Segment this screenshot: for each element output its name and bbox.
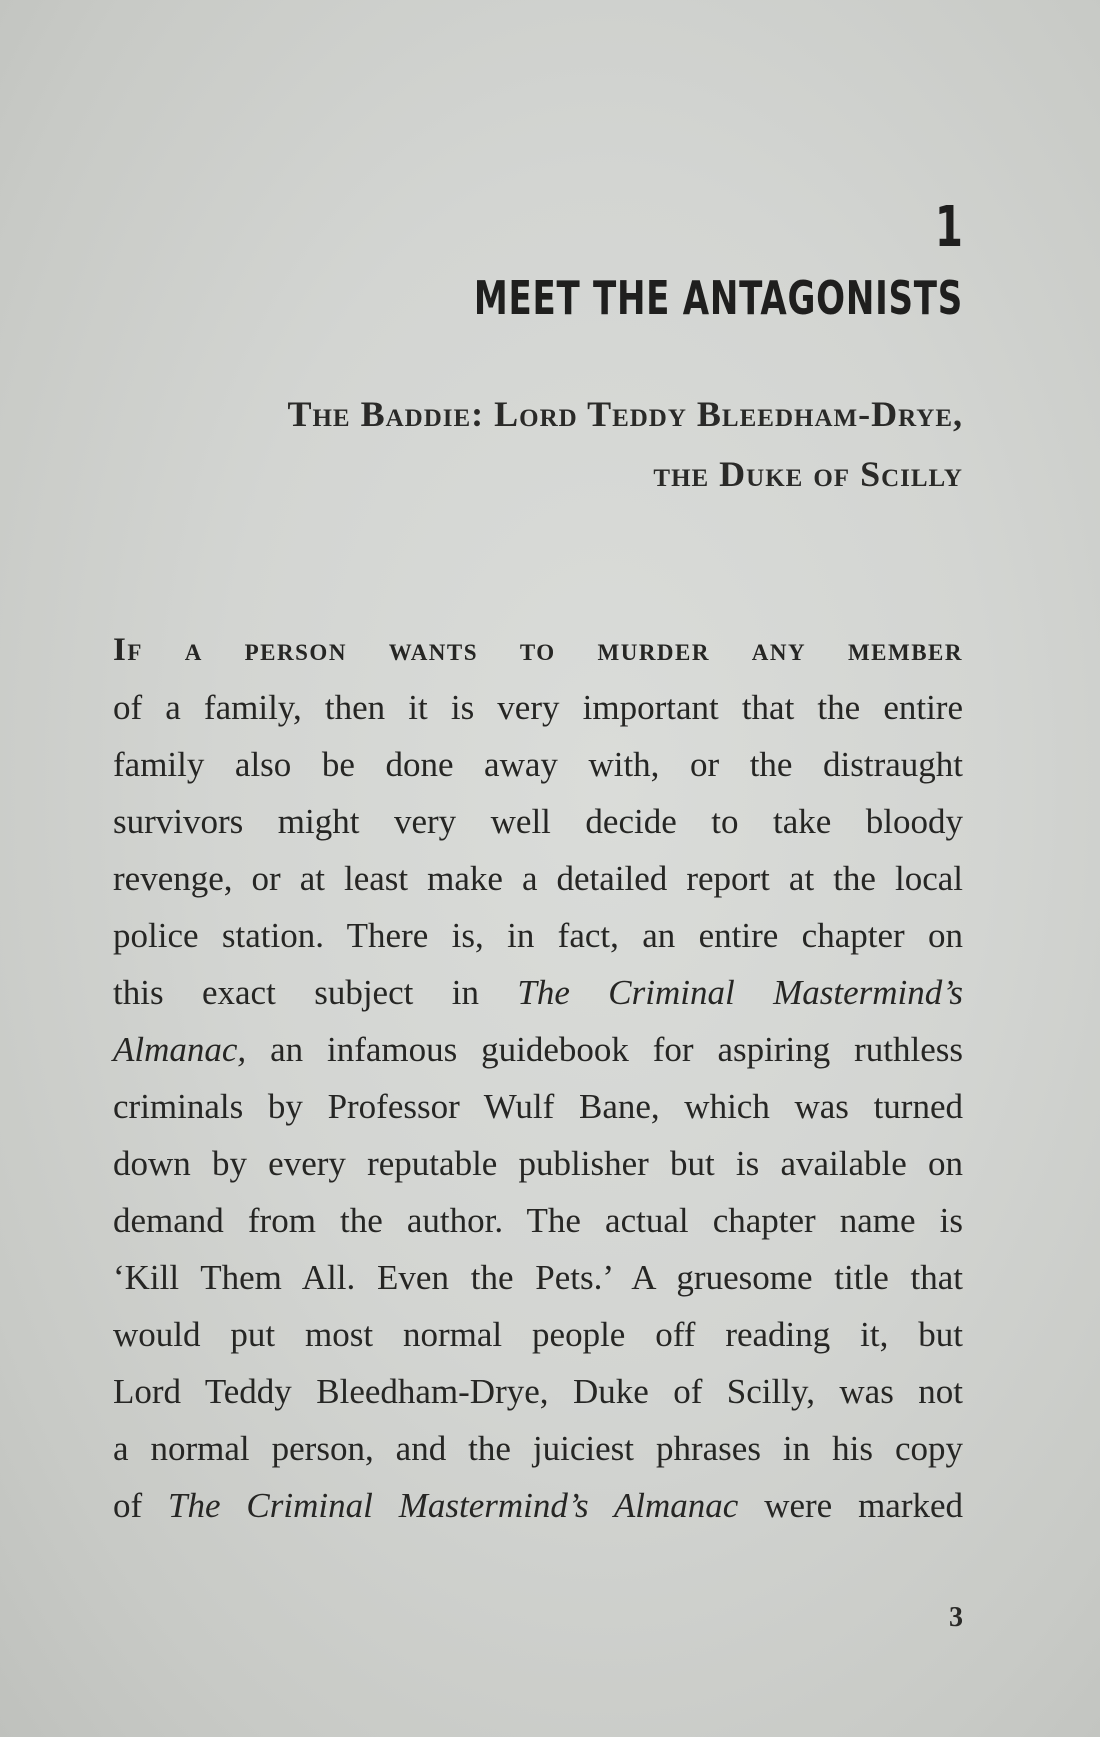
body-text — [113, 622, 963, 1534]
chapter-subtitle-line-2: the Duke of Scilly — [653, 454, 963, 494]
body-line-16: of The Criminal Mastermind’s Almanac were marked — [113, 1486, 964, 1525]
body-line-10: down by every reputable publisher but is available on — [113, 1144, 963, 1183]
body-line-6: police station. There is, in fact, an entire chapter on — [113, 916, 963, 955]
book-title-italic: The Criminal Mastermind’s Almanac — [168, 1486, 739, 1525]
body-line-8: Almanac, an infamous guidebook for aspiring ruthless — [113, 1030, 963, 1069]
chapter-subtitle-line-1: The Baddie: Lord Teddy Bleedham-Drye, — [287, 394, 963, 434]
chapter-title: MEET THE ANTAGONISTS — [473, 271, 963, 325]
chapter-number: 1 — [934, 195, 963, 260]
body-line-2: of a family, then it is very important that the entire — [113, 688, 963, 727]
body-line-15: a normal person, and the juiciest phrases in his copy — [113, 1429, 963, 1468]
book-title-italic: The Criminal Mastermind’s — [517, 973, 964, 1012]
body-line-4: survivors might very well decide to take bloody — [113, 802, 963, 841]
body-line-7: this exact subject in The Criminal Mastermind’s — [113, 973, 964, 1012]
body-line-3: family also be done away with, or the distraught — [113, 745, 963, 784]
body-line-1: If a person wants to murder any member — [113, 632, 963, 668]
page-number: 3 — [949, 1602, 963, 1633]
body-line-9: criminals by Professor Wulf Bane, which was turned — [113, 1087, 963, 1126]
body-line-13: would put most normal people off reading it, but — [113, 1315, 963, 1354]
body-line-12: ‘Kill Them All. Even the Pets.’ A gruesome title that — [113, 1258, 963, 1297]
book-title-italic: Almanac, — [113, 1030, 247, 1069]
body-line-11: demand from the author. The actual chapter name is — [113, 1201, 963, 1240]
body-line-5: revenge, or at least make a detailed report at the local — [113, 859, 963, 898]
bleed-through — [90, 150, 970, 190]
body-line-14: Lord Teddy Bleedham-Drye, Duke of Scilly, was not — [113, 1372, 963, 1411]
